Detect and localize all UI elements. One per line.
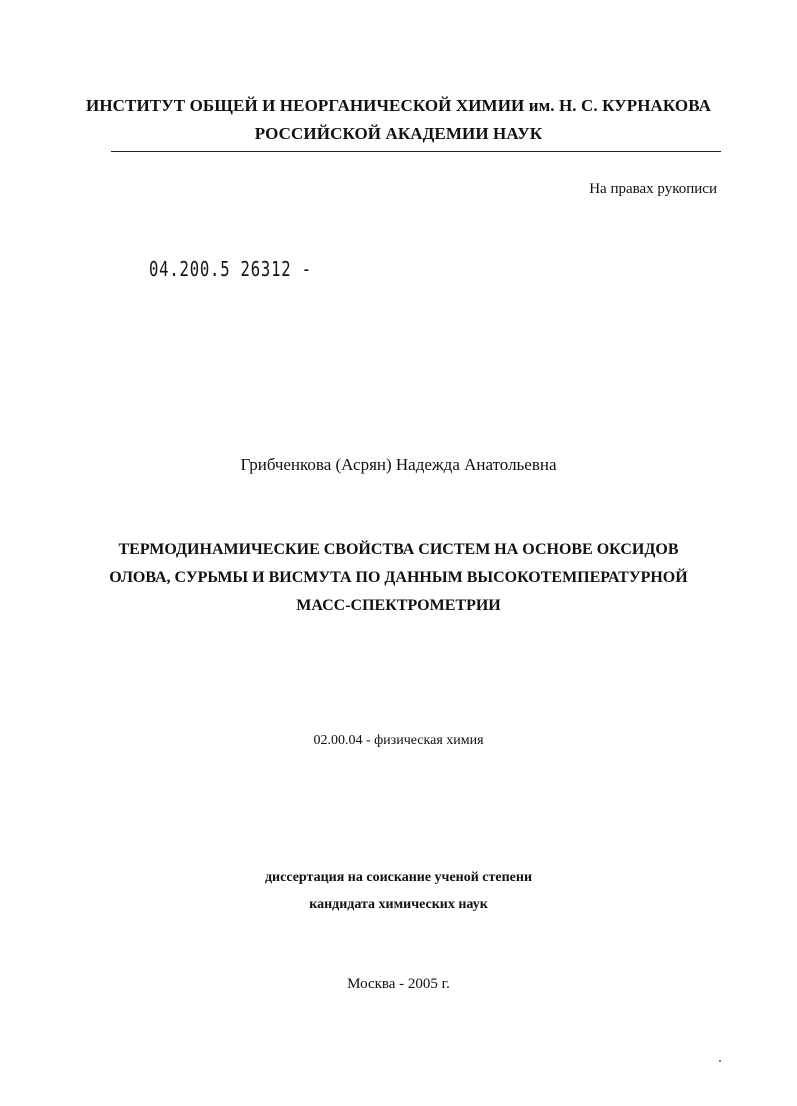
degree-line2: кандидата химических наук [309, 897, 488, 912]
city-year: Москва - 2005 г. [347, 976, 450, 992]
header-divider [111, 151, 721, 152]
degree-line1: диссертация на соискание ученой степени [264, 870, 533, 885]
institute-name-line1: ИНСТИТУТ ОБЩЕЙ И НЕОРГАНИЧЕСКОЙ ХИМИИ им. Н. С. КУРНАКОВА [86, 96, 711, 115]
thesis-title-line2: ОЛОВА, СУРЬМЫ И ВИСМУТА ПО ДАННЫМ ВЫСОКОТЕМПЕРАТУРНОЙ [109, 569, 688, 586]
scan-speck [719, 1060, 721, 1062]
specialty-code: 02.00.04 - физическая химия [313, 733, 484, 748]
rights-note: На правах рукописи [589, 181, 717, 197]
author-name: Грибченкова (Асрян) Надежда Анатольевна [240, 455, 557, 474]
library-stamp-number: 04.200.5 26312 - [149, 257, 312, 281]
thesis-title-line1: ТЕРМОДИНАМИЧЕСКИЕ СВОЙСТВА СИСТЕМ НА ОСНОВЕ ОКСИДОВ [118, 541, 679, 558]
institute-name-line2: РОССИЙСКОЙ АКАДЕМИИ НАУК [254, 124, 543, 143]
thesis-title-line3: МАСС-СПЕКТРОМЕТРИИ [296, 597, 501, 614]
